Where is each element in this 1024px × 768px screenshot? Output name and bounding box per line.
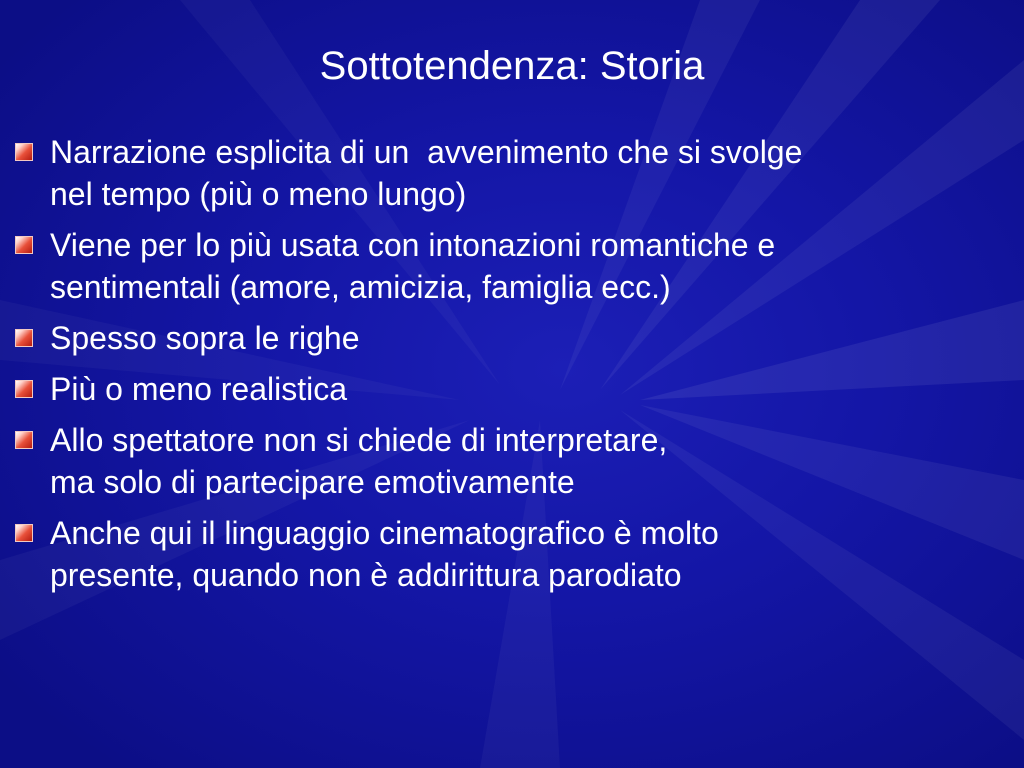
bullet-item [14, 224, 1004, 308]
bullet-text-line: Spesso sopra le righe [50, 320, 360, 356]
bullet-text-line: Più o meno realistica [50, 371, 348, 407]
bullet-item [14, 131, 1004, 215]
square-bullet-icon [15, 236, 33, 254]
bullet-text-line: nel tempo (più o meno lungo) [50, 176, 467, 212]
bullet-text-line: Anche qui il linguaggio cinematografico è molto [50, 515, 719, 551]
bullet-item [14, 512, 1004, 596]
square-bullet-icon [15, 380, 33, 398]
slide-title: Sottotendenza: Storia [319, 44, 705, 88]
square-bullet-icon [15, 524, 33, 542]
square-bullet-icon [15, 143, 33, 161]
bullet-text-line: presente, quando non è addirittura parodiato [50, 557, 682, 593]
square-bullet-icon [15, 329, 33, 347]
bullet-text-line: Allo spettatore non si chiede di interpretare, [50, 422, 668, 458]
bullet-item [14, 317, 1004, 359]
bullet-text-line: sentimentali (amore, amicizia, famiglia ecc.) [50, 269, 671, 305]
bullet-item [14, 419, 1004, 503]
bullet-text-line: ma solo di partecipare emotivamente [50, 464, 575, 500]
bullet-list [14, 131, 1004, 605]
bullet-text-line: Narrazione esplicita di un avvenimento che si svolge [50, 134, 803, 170]
bullet-text-line: Viene per lo più usata con intonazioni romantiche e [50, 227, 776, 263]
square-bullet-icon [15, 431, 33, 449]
bullet-item [14, 368, 1004, 410]
